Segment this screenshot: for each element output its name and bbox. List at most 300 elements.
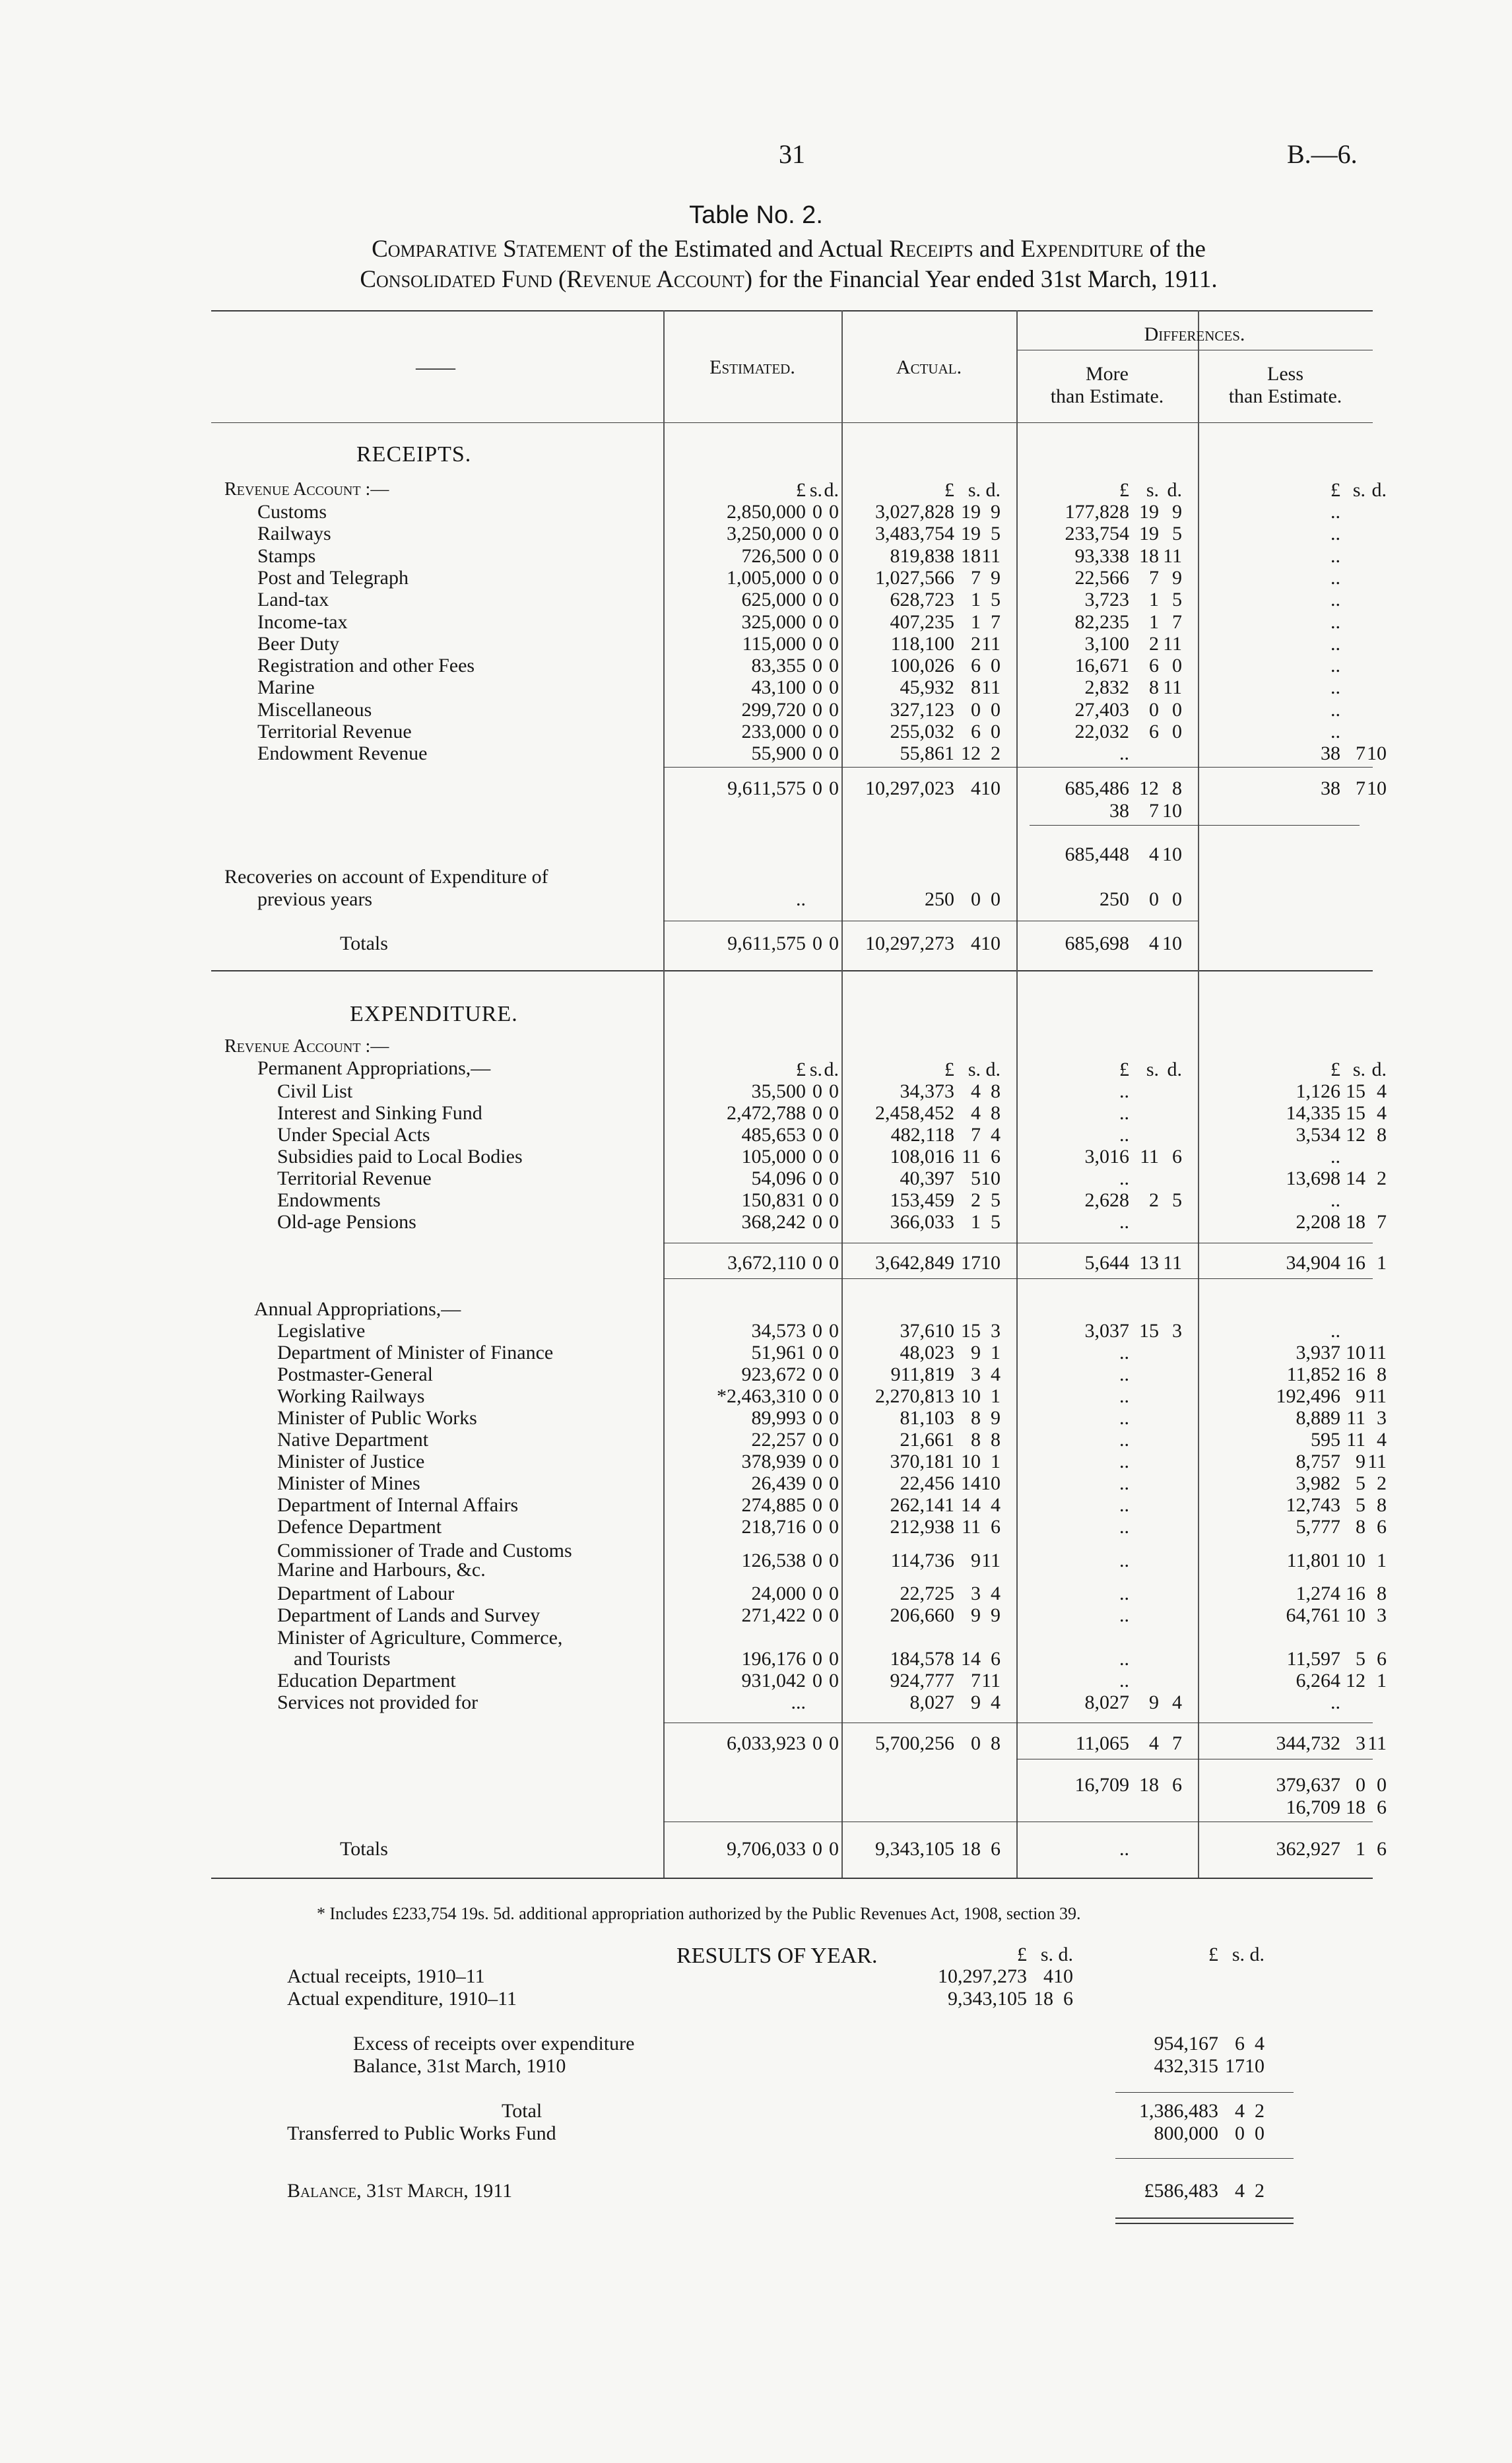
cell: ..	[1119, 1451, 1129, 1472]
cell: 3,016	[1084, 1146, 1129, 1167]
cell: ..	[1331, 1189, 1340, 1211]
cell: 0	[829, 1670, 839, 1691]
cell: 8	[971, 1407, 981, 1429]
cell: ..	[1331, 610, 1340, 633]
cell: 7	[971, 1670, 981, 1691]
cell: 6	[1377, 1516, 1387, 1538]
cell: 1	[1377, 1670, 1387, 1691]
cell: 11	[981, 1670, 1001, 1691]
cell: 18	[1346, 1211, 1365, 1233]
unit-d: d.	[824, 479, 839, 501]
cell: 7	[971, 566, 981, 589]
cell: 685,486	[1065, 777, 1129, 799]
cell: 11,852	[1286, 1363, 1340, 1385]
table-row	[0, 1124, 1512, 1146]
cell: 0	[812, 632, 822, 655]
cell: 0	[812, 1320, 822, 1342]
differences-header: Differences.	[1144, 323, 1245, 345]
more-header-line: More	[1086, 363, 1129, 385]
cell: 0	[829, 1407, 839, 1429]
cell: 0	[812, 1670, 822, 1691]
cell: 0	[1356, 1774, 1365, 1796]
cell: ..	[1331, 632, 1340, 655]
cell: 250	[925, 888, 954, 910]
cell: 206,660	[890, 1604, 954, 1626]
cell: 2	[1149, 632, 1159, 655]
cell: 0	[812, 1516, 822, 1538]
cell: 3,250,000	[727, 523, 806, 545]
cell: 8	[991, 1102, 1001, 1124]
cell: 3	[1172, 1320, 1182, 1342]
cell: 14	[1346, 1167, 1365, 1189]
cell: 1	[1356, 1838, 1365, 1860]
unit-d: d.	[1058, 1944, 1073, 1965]
cell: 11	[1163, 676, 1182, 699]
cell: 126,538	[741, 1550, 806, 1571]
cell: 3	[1377, 1604, 1387, 1626]
cell: 0	[812, 1363, 822, 1385]
cell: ..	[1119, 1670, 1129, 1691]
cell: ..	[796, 888, 806, 910]
cell: 3	[991, 1320, 1001, 1342]
cell: ..	[1119, 1516, 1129, 1538]
results-row	[0, 1965, 1512, 1988]
cell: 2,832	[1084, 676, 1129, 699]
cell: 11,597	[1286, 1648, 1340, 1670]
cell: 2	[1255, 2180, 1265, 2202]
agriculture-row	[0, 1627, 1512, 1649]
cell: 34,573	[751, 1320, 806, 1342]
cell: 196,176	[741, 1648, 806, 1670]
cell: 3	[1377, 1407, 1387, 1429]
cell: 9,611,575	[727, 933, 806, 954]
row-label: Commissioner of Trade and Customs	[277, 1540, 572, 1561]
cell: ..	[1119, 1550, 1129, 1571]
cell: 6	[1172, 1146, 1182, 1167]
cell: 0	[1255, 2122, 1265, 2144]
cell: 4	[1377, 1429, 1387, 1451]
cell: 4	[991, 1494, 1001, 1516]
cell: 233,000	[741, 721, 806, 742]
table-row	[0, 611, 1512, 633]
cell: 177,828	[1065, 501, 1129, 523]
cell: 10	[1346, 1604, 1365, 1626]
cell: *2,463,310	[717, 1385, 806, 1407]
cell: 0	[829, 1102, 839, 1124]
cell: 0	[812, 721, 822, 742]
row-label: Beer Duty	[257, 632, 340, 655]
cell: 100,026	[890, 655, 954, 677]
cell: 5,777	[1296, 1516, 1340, 1538]
row-label: Totals	[340, 1838, 388, 1860]
cell: 22,032	[1074, 721, 1129, 742]
cell: 7	[1356, 777, 1365, 799]
cell: 0	[1235, 2122, 1245, 2144]
cell: 0	[812, 1494, 822, 1516]
cell: 0	[812, 544, 822, 567]
cell: 0	[829, 1838, 839, 1860]
cell: 11	[1367, 1732, 1387, 1754]
cell: 81,103	[900, 1407, 954, 1429]
cell: 18	[1034, 1988, 1053, 2010]
unit-row	[0, 479, 1512, 501]
cell: 8,889	[1296, 1407, 1340, 1429]
table-row	[0, 1102, 1512, 1124]
cell: 7	[1149, 800, 1159, 822]
receipts-less-row	[0, 800, 1512, 822]
cell: 0	[812, 698, 822, 721]
row-label: Transferred to Public Works Fund	[287, 2122, 556, 2144]
heading-part: Comparative Statement	[372, 236, 606, 263]
cell: 10	[1346, 1550, 1365, 1571]
cell: 26,439	[751, 1472, 806, 1494]
cell: 4	[1377, 1080, 1387, 1102]
receipts-subtotal-row	[0, 777, 1512, 799]
cell: 12	[1139, 777, 1159, 799]
cell: 55,900	[751, 742, 806, 765]
table-row	[0, 1189, 1512, 1211]
heading-part: of the Estimated and Actual	[612, 236, 884, 263]
cell: 2,208	[1296, 1211, 1340, 1233]
cell: 54,096	[751, 1167, 806, 1189]
cell: 1	[1377, 1252, 1387, 1274]
table-row	[0, 721, 1512, 742]
cell: 0	[812, 1451, 822, 1472]
cell: 11	[981, 544, 1001, 567]
table-row	[0, 1407, 1512, 1429]
cell: 11	[1140, 1146, 1159, 1167]
cell: 9	[971, 1691, 981, 1713]
row-label: Native Department	[277, 1429, 429, 1451]
row-label: Defence Department	[277, 1516, 442, 1538]
expenditure-totals-row	[0, 1838, 1512, 1860]
row-label: Civil List	[277, 1080, 353, 1102]
unit-pound: £	[1119, 479, 1129, 501]
cell: 3,723	[1084, 589, 1129, 611]
cell: 5	[991, 589, 1001, 611]
cell: 15	[1346, 1080, 1365, 1102]
cell: 344,732	[1276, 1732, 1340, 1754]
cell: 3,982	[1296, 1472, 1340, 1494]
cell: 3,534	[1296, 1124, 1340, 1146]
cell: 0	[829, 1494, 839, 1516]
more-header-line: than Estimate.	[1050, 385, 1164, 407]
cell: 0	[991, 698, 1001, 721]
cell: 8,027	[1084, 1691, 1129, 1713]
cell: 218,716	[741, 1516, 806, 1538]
row-label: Marine	[257, 676, 315, 699]
cell: 8,757	[1296, 1451, 1340, 1472]
cell: 1,386,483	[1139, 2100, 1218, 2122]
cell: 9	[1356, 1451, 1365, 1472]
cell: 4	[991, 1583, 1001, 1604]
table-row	[0, 633, 1512, 655]
cell: 4	[1255, 2033, 1265, 2054]
cell: 0	[812, 523, 822, 545]
cell: 16	[1346, 1252, 1365, 1274]
cell: 5	[991, 523, 1001, 545]
row-label: Totals	[340, 933, 388, 954]
table-row	[0, 1451, 1512, 1472]
unit-s: s.	[1146, 479, 1159, 501]
cell: 48,023	[900, 1342, 954, 1363]
cell: ..	[1119, 1583, 1129, 1604]
cell: ..	[1119, 1648, 1129, 1670]
cell: 11	[1163, 1252, 1182, 1274]
table-row	[0, 1429, 1512, 1451]
cell: 0	[829, 1363, 839, 1385]
cell: ..	[1119, 1363, 1129, 1385]
recoveries-row-2	[0, 888, 1512, 910]
cell: 368,242	[741, 1211, 806, 1233]
cell: 9,706,033	[727, 1838, 806, 1860]
cell: 9	[1172, 566, 1182, 589]
cell: 6	[971, 655, 981, 677]
cell: 0	[1172, 698, 1182, 721]
cell: 8	[1149, 676, 1159, 699]
page-number: 31	[779, 139, 805, 169]
cell: ..	[1119, 1838, 1129, 1860]
cell: 4	[991, 1124, 1001, 1146]
cell: 10	[1367, 742, 1387, 765]
cell: 0	[812, 501, 822, 523]
results-double-rule	[1115, 2223, 1294, 2224]
row-label: Old-age Pensions	[277, 1211, 416, 1233]
cell: 9	[971, 1550, 981, 1571]
table-row	[0, 567, 1512, 589]
unit-pound: £	[796, 479, 806, 501]
cell: 0	[812, 1407, 822, 1429]
cell: 82,235	[1074, 610, 1129, 633]
cell: 250	[1100, 888, 1129, 910]
cell: ..	[1331, 589, 1340, 611]
table-row	[0, 1691, 1512, 1713]
cell: 8	[1377, 1124, 1387, 1146]
cell: 8	[971, 1429, 981, 1451]
cell: 10	[981, 1167, 1001, 1189]
table-row	[0, 1320, 1512, 1342]
cell: 11	[962, 1146, 981, 1167]
cell: 0	[829, 1385, 839, 1407]
cell: ..	[1331, 1146, 1340, 1167]
cell: 4	[1172, 1691, 1182, 1713]
cell: 7	[1149, 566, 1159, 589]
receipts-section-title: RECEIPTS.	[356, 442, 472, 467]
cell: 5,644	[1084, 1252, 1129, 1274]
unit-row	[0, 1059, 1512, 1080]
receipts-totals-row	[0, 933, 1512, 954]
cell: 6	[1377, 1648, 1387, 1670]
cell: 11,801	[1286, 1550, 1340, 1571]
cell: 0	[829, 1146, 839, 1167]
table-row	[0, 1146, 1512, 1167]
cell: 6	[1149, 655, 1159, 677]
cell: 2	[991, 742, 1001, 765]
cell: 4	[1377, 1102, 1387, 1124]
cell: 0	[812, 1550, 822, 1571]
cell: 2	[1377, 1472, 1387, 1494]
cell: 4	[971, 933, 981, 954]
row-label: Minister of Justice	[277, 1451, 425, 1472]
table-heading	[198, 234, 1379, 295]
cell: 628,723	[890, 589, 954, 611]
row-label: Total	[502, 2100, 542, 2122]
cell: 19	[961, 523, 981, 545]
cell: 0	[991, 721, 1001, 742]
table-row	[0, 523, 1512, 544]
cell: 4	[1149, 843, 1159, 865]
cell: 8	[1377, 1583, 1387, 1604]
cell: 12,743	[1286, 1494, 1340, 1516]
cell: 4	[1043, 1965, 1053, 1987]
expenditure-subhead: Revenue Account :—	[224, 1036, 389, 1057]
unit-d: d.	[824, 1059, 839, 1080]
cell: 0	[829, 1124, 839, 1146]
cell: 11	[981, 632, 1001, 655]
row-label: Department of Labour	[277, 1583, 455, 1604]
cell: 1	[971, 589, 981, 611]
cell: 2	[971, 632, 981, 655]
cell: ..	[1331, 1691, 1340, 1713]
permanent-appropriations-head: Permanent Appropriations,—	[257, 1057, 491, 1079]
cell: 6	[1377, 1838, 1387, 1860]
table-row	[0, 501, 1512, 523]
cell: 255,032	[890, 721, 954, 742]
more-header	[1016, 363, 1198, 408]
cell: 17	[961, 1252, 981, 1274]
cell: 10	[1245, 2055, 1265, 2077]
row-label: Services not provided for	[277, 1691, 478, 1713]
cell: 0	[829, 721, 839, 742]
cell: ..	[1119, 1494, 1129, 1516]
cell: 6,033,923	[727, 1732, 806, 1754]
unit-d: d.	[985, 1059, 1001, 1080]
row-label: and Tourists	[294, 1648, 391, 1670]
cell: ..	[1119, 1342, 1129, 1363]
row-label: Department of Minister of Finance	[277, 1342, 554, 1363]
cell: 9	[1172, 501, 1182, 523]
cell: 685,698	[1065, 933, 1129, 954]
footnote: * Includes £233,754 19s. 5d. additional appropriation authorized by the Public Revenues Act, 1908, section 39.	[317, 1904, 1081, 1923]
cell: 0	[829, 1604, 839, 1626]
cell: 10	[1367, 777, 1387, 799]
cell: ..	[1119, 1167, 1129, 1189]
less-header-line: Less	[1267, 363, 1303, 385]
cell: 1	[1377, 1550, 1387, 1571]
row-label: previous years	[257, 888, 373, 910]
cell: 3	[971, 1363, 981, 1385]
cell: 12	[1346, 1124, 1365, 1146]
cell: 11	[962, 1516, 981, 1538]
cell: 35,500	[751, 1080, 806, 1102]
cell: 4	[1149, 1732, 1159, 1754]
results-row	[0, 1988, 1512, 2010]
cell: 24,000	[751, 1583, 806, 1604]
table-row	[0, 676, 1512, 698]
row-label: Education Department	[277, 1670, 456, 1691]
cell: 800,000	[1154, 2122, 1218, 2144]
cell: 11	[1163, 632, 1182, 655]
cell: 16,709	[1286, 1796, 1340, 1818]
row-label: Balance, 31st March, 1910	[353, 2055, 566, 2077]
row-label: Territorial Revenue	[277, 1167, 432, 1189]
unit-s: s.	[1040, 1944, 1053, 1965]
unit-pound: £	[944, 479, 954, 501]
cell: 19	[1139, 523, 1159, 545]
unit-pound: £	[796, 1059, 806, 1080]
row-label: Minister of Agriculture, Commerce,	[277, 1627, 563, 1649]
cell: 0	[829, 523, 839, 545]
cell: 93,338	[1074, 544, 1129, 567]
cell: 5	[1356, 1648, 1365, 1670]
cell: ..	[1119, 1080, 1129, 1102]
cell: 0	[812, 1189, 822, 1211]
cell: 0	[812, 1385, 822, 1407]
cell: 10	[981, 1252, 1001, 1274]
row-label: Department of Internal Affairs	[277, 1494, 519, 1516]
cell: 2,458,452	[875, 1102, 954, 1124]
particulars-header: ——	[416, 356, 455, 378]
cell: 14	[961, 1494, 981, 1516]
cell: 9	[991, 1407, 1001, 1429]
cell: 2	[1255, 2100, 1265, 2122]
cell: 819,838	[890, 544, 954, 567]
table-row	[0, 655, 1512, 676]
cell: 407,235	[890, 610, 954, 633]
cell: ..	[1119, 1102, 1129, 1124]
results-unit-row	[0, 1944, 1512, 1966]
cell: ..	[1331, 721, 1340, 742]
row-label: Legislative	[277, 1320, 366, 1342]
cell: 38	[1321, 742, 1340, 765]
cell: 0	[812, 655, 822, 677]
cell: 10,297,273	[938, 1965, 1027, 1987]
cell: 4	[1235, 2180, 1245, 2202]
cell: 2,628	[1084, 1189, 1129, 1211]
cell: 150,831	[741, 1189, 806, 1211]
cell: ..	[1331, 523, 1340, 545]
row-label: Marine and Harbours, &c.	[277, 1559, 486, 1581]
cell: 6	[1149, 721, 1159, 742]
cell: 9	[1149, 1691, 1159, 1713]
results-rule	[1115, 2158, 1294, 2159]
cell: 485,653	[741, 1124, 806, 1146]
cell: 3,672,110	[727, 1252, 806, 1274]
cell: ..	[1119, 1472, 1129, 1494]
cell: 0	[991, 655, 1001, 677]
unit-pound: £	[1017, 1944, 1027, 1965]
cell: 89,993	[751, 1407, 806, 1429]
cell: 9	[991, 501, 1001, 523]
cell: 1,005,000	[727, 566, 806, 589]
cell: 274,885	[741, 1494, 806, 1516]
cell: 8,027	[909, 1691, 954, 1713]
cell: 3,037	[1084, 1320, 1129, 1342]
cell: 0	[971, 698, 981, 721]
cell: 262,141	[890, 1494, 954, 1516]
cell: 10	[981, 1472, 1001, 1494]
cell: 0	[829, 742, 839, 765]
receipts-net-row	[0, 843, 1512, 865]
cell: 19	[961, 501, 981, 523]
cell: 0	[829, 1167, 839, 1189]
cell: 184,578	[890, 1648, 954, 1670]
cell: 0	[812, 1080, 822, 1102]
cell: 432,315	[1154, 2055, 1218, 2077]
cell: 954,167	[1154, 2033, 1218, 2054]
cell: ..	[1119, 1604, 1129, 1626]
cell: 37,610	[900, 1320, 954, 1342]
